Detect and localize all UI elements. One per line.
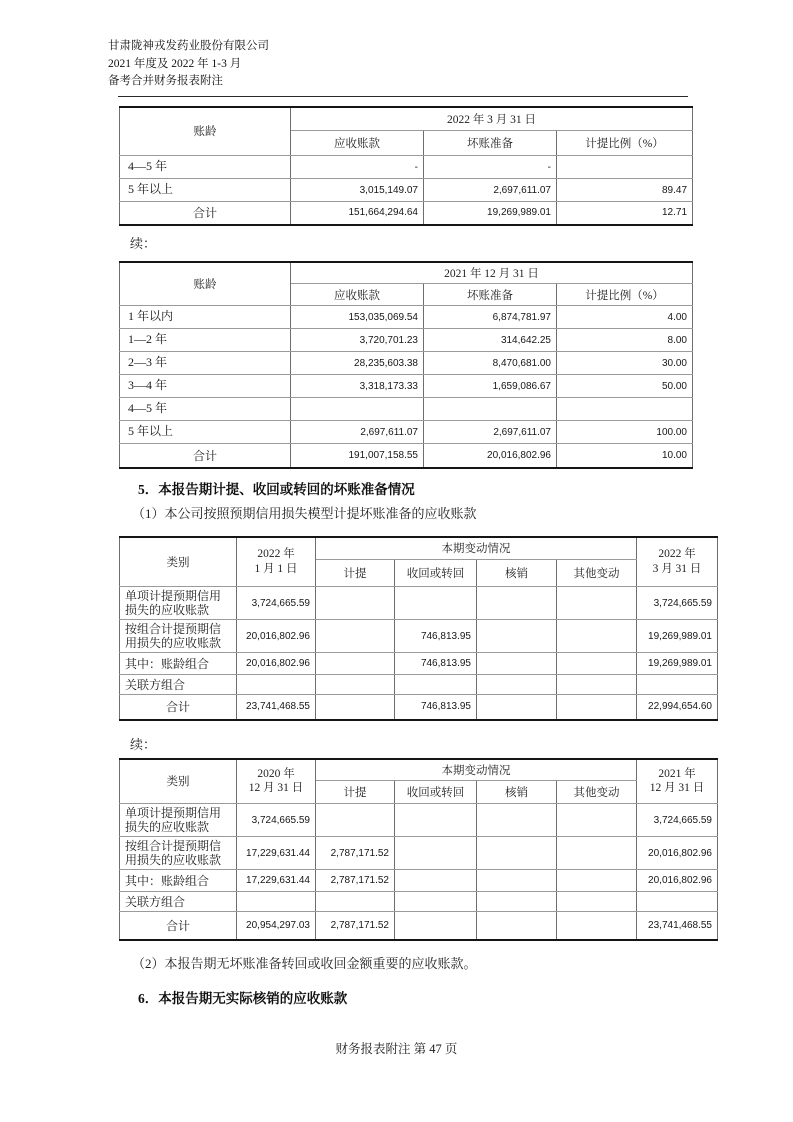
provision-table-2022 bbox=[119, 536, 718, 721]
table-row bbox=[120, 329, 693, 352]
table-cell: 4.00 bbox=[557, 306, 693, 329]
col-header-recover-reverse: 收回或转回 bbox=[395, 781, 477, 804]
table-cell: 3,724,665.59 bbox=[237, 587, 316, 620]
table-cell: 2,697,611.07 bbox=[424, 421, 557, 444]
report-period: 2021 年度及 2022 年 1-3 月 bbox=[108, 57, 242, 70]
row-label: 4—5 年 bbox=[120, 156, 291, 179]
row-label: 2—3 年 bbox=[120, 352, 291, 375]
table-cell: 89.47 bbox=[557, 179, 693, 202]
table-cell: 10.00 bbox=[557, 444, 693, 468]
col-header-recover-reverse: 收回或转回 bbox=[395, 560, 477, 587]
table-row bbox=[120, 675, 718, 695]
row-label: 单项计提预期信用损失的应收账款 bbox=[120, 587, 237, 620]
col-header-end-date bbox=[637, 759, 718, 804]
date-line: 3 月 31 日 bbox=[652, 562, 702, 575]
table-cell: 20,954,297.03 bbox=[237, 912, 316, 940]
table-row bbox=[120, 759, 718, 781]
table-cell bbox=[557, 870, 637, 892]
row-label: 5 年以上 bbox=[120, 421, 291, 444]
table-cell bbox=[477, 892, 557, 912]
table-cell bbox=[557, 156, 693, 179]
table-cell: 3,318,173.33 bbox=[291, 375, 424, 398]
table-row bbox=[120, 653, 718, 675]
table-cell: 20,016,802.96 bbox=[237, 653, 316, 675]
period-header: 2022 年 3 月 31 日 bbox=[291, 107, 693, 131]
table-cell: 20,016,802.96 bbox=[637, 870, 718, 892]
table-cell bbox=[637, 892, 718, 912]
table-row bbox=[120, 179, 693, 202]
col-header-bad-debt: 坏账准备 bbox=[424, 284, 557, 306]
doc-header bbox=[108, 38, 793, 91]
table-cell: 100.00 bbox=[557, 421, 693, 444]
total-label: 合计 bbox=[120, 444, 291, 468]
date-line: 1 月 1 日 bbox=[254, 562, 298, 575]
table-cell: 19,269,989.01 bbox=[637, 620, 718, 653]
period-header: 2021 年 12 月 31 日 bbox=[291, 262, 693, 284]
table-cell: 2,787,171.52 bbox=[316, 837, 395, 870]
table-cell bbox=[395, 804, 477, 837]
row-label: 1 年以内 bbox=[120, 306, 291, 329]
date-line: 2022 年 bbox=[658, 548, 696, 561]
table-row bbox=[120, 398, 693, 421]
table-cell bbox=[477, 653, 557, 675]
table-cell: 20,016,802.96 bbox=[237, 620, 316, 653]
table-cell: 2,697,611.07 bbox=[291, 421, 424, 444]
table-row bbox=[120, 352, 693, 375]
table-cell bbox=[395, 587, 477, 620]
row-label: 关联方组合 bbox=[120, 892, 237, 912]
table-cell: 23,741,468.55 bbox=[637, 912, 718, 940]
item-1-paragraph: （1）本公司按照预期信用损失模型计提坏账准备的应收账款 bbox=[132, 505, 477, 521]
table-cell: - bbox=[291, 156, 424, 179]
item-2-paragraph: （2）本报告期无坏账准备转回或收回金额重要的应收账款。 bbox=[132, 955, 477, 971]
table-row bbox=[120, 620, 718, 653]
col-header-aging: 账龄 bbox=[120, 262, 291, 306]
table-cell bbox=[395, 837, 477, 870]
table-cell bbox=[477, 837, 557, 870]
table-cell: 23,741,468.55 bbox=[237, 695, 316, 720]
table-cell bbox=[395, 892, 477, 912]
table-cell: 3,720,701.23 bbox=[291, 329, 424, 352]
col-header-receivables: 应收账款 bbox=[291, 131, 424, 156]
date-line: 12 月 31 日 bbox=[649, 782, 705, 795]
table-row bbox=[120, 262, 693, 284]
col-header-end-date bbox=[637, 537, 718, 587]
table-cell bbox=[395, 912, 477, 940]
table-cell bbox=[477, 675, 557, 695]
table-cell: 8,470,681.00 bbox=[424, 352, 557, 375]
table-cell: 12.71 bbox=[557, 202, 693, 225]
total-label: 合计 bbox=[120, 202, 291, 225]
table-cell bbox=[557, 892, 637, 912]
table-cell bbox=[477, 804, 557, 837]
col-header-period-change: 本期变动情况 bbox=[316, 537, 637, 560]
table-row bbox=[120, 892, 718, 912]
header-rule bbox=[118, 96, 688, 97]
table-cell: 2,787,171.52 bbox=[316, 870, 395, 892]
table-cell: 2,787,171.52 bbox=[316, 912, 395, 940]
col-header-ratio: 计提比例（%） bbox=[557, 131, 693, 156]
table-cell: 17,229,631.44 bbox=[237, 870, 316, 892]
table-cell bbox=[291, 398, 424, 421]
row-label: 按组合计提预期信用损失的应收账款 bbox=[120, 837, 237, 870]
table-cell bbox=[557, 675, 637, 695]
aging-table-2021-12-31 bbox=[119, 261, 693, 469]
table-cell bbox=[316, 587, 395, 620]
table-row bbox=[120, 804, 718, 837]
provision-table-2021 bbox=[119, 758, 718, 941]
table-cell bbox=[477, 912, 557, 940]
section-6-heading: 6．本报告期无实际核销的应收账款 bbox=[138, 990, 348, 1006]
table-row bbox=[120, 587, 718, 620]
col-header-begin-date bbox=[237, 537, 316, 587]
table-cell bbox=[557, 837, 637, 870]
table-cell: 19,269,989.01 bbox=[424, 202, 557, 225]
col-header-category: 类别 bbox=[120, 759, 237, 804]
col-header-write-off: 核销 bbox=[477, 781, 557, 804]
continued-label: 续： bbox=[130, 736, 157, 752]
row-label: 单项计提预期信用损失的应收账款 bbox=[120, 804, 237, 837]
table-cell: 746,813.95 bbox=[395, 620, 477, 653]
table-cell bbox=[316, 892, 395, 912]
table-cell: 8.00 bbox=[557, 329, 693, 352]
total-row bbox=[120, 695, 718, 720]
total-row bbox=[120, 444, 693, 468]
table-row bbox=[120, 837, 718, 870]
aging-table-2022-03-31 bbox=[119, 106, 693, 226]
table-cell bbox=[477, 620, 557, 653]
page-footer: 财务报表附注 第 47 页 bbox=[335, 1041, 458, 1056]
table-cell: 50.00 bbox=[557, 375, 693, 398]
row-label: 关联方组合 bbox=[120, 675, 237, 695]
table-cell bbox=[424, 398, 557, 421]
table-cell bbox=[316, 653, 395, 675]
table-row bbox=[120, 870, 718, 892]
table-cell: 3,724,665.59 bbox=[237, 804, 316, 837]
table-cell: 1,659,086.67 bbox=[424, 375, 557, 398]
row-label: 3—4 年 bbox=[120, 375, 291, 398]
col-header-accrual: 计提 bbox=[316, 560, 395, 587]
table-cell: 22,994,654.60 bbox=[637, 695, 718, 720]
table-cell: 151,664,294.64 bbox=[291, 202, 424, 225]
continued-label: 续： bbox=[130, 235, 157, 251]
col-header-other-change: 其他变动 bbox=[557, 560, 637, 587]
col-header-write-off: 核销 bbox=[477, 560, 557, 587]
col-header-category: 类别 bbox=[120, 537, 237, 587]
table-row bbox=[120, 537, 718, 560]
row-label: 其中：账龄组合 bbox=[120, 870, 237, 892]
table-cell: 2,697,611.07 bbox=[424, 179, 557, 202]
table-cell: - bbox=[424, 156, 557, 179]
section-5-heading: 5．本报告期计提、收回或转回的坏账准备情况 bbox=[138, 481, 415, 497]
row-label: 4—5 年 bbox=[120, 398, 291, 421]
col-header-receivables: 应收账款 bbox=[291, 284, 424, 306]
col-header-other-change: 其他变动 bbox=[557, 781, 637, 804]
table-cell: 191,007,158.55 bbox=[291, 444, 424, 468]
table-cell: 19,269,989.01 bbox=[637, 653, 718, 675]
table-cell bbox=[557, 804, 637, 837]
table-cell bbox=[557, 912, 637, 940]
date-line: 12 月 31 日 bbox=[248, 782, 304, 795]
table-cell bbox=[477, 870, 557, 892]
table-cell bbox=[477, 587, 557, 620]
table-cell bbox=[557, 695, 637, 720]
table-cell bbox=[557, 587, 637, 620]
total-label: 合计 bbox=[120, 695, 237, 720]
table-row bbox=[120, 107, 693, 131]
table-cell bbox=[237, 892, 316, 912]
row-label: 其中：账龄组合 bbox=[120, 653, 237, 675]
table-cell: 28,235,603.38 bbox=[291, 352, 424, 375]
table-row bbox=[120, 421, 693, 444]
col-header-period-change: 本期变动情况 bbox=[316, 759, 637, 781]
table-cell bbox=[237, 675, 316, 695]
col-header-begin-date bbox=[237, 759, 316, 804]
col-header-accrual: 计提 bbox=[316, 781, 395, 804]
date-line: 2021 年 bbox=[658, 767, 696, 780]
table-cell bbox=[637, 675, 718, 695]
col-header-bad-debt: 坏账准备 bbox=[424, 131, 557, 156]
table-cell bbox=[316, 620, 395, 653]
table-cell bbox=[395, 675, 477, 695]
table-cell: 746,813.95 bbox=[395, 653, 477, 675]
total-row bbox=[120, 202, 693, 225]
total-label: 合计 bbox=[120, 912, 237, 940]
table-cell bbox=[557, 653, 637, 675]
table-row bbox=[120, 156, 693, 179]
row-label: 按组合计提预期信用损失的应收账款 bbox=[120, 620, 237, 653]
row-label: 1—2 年 bbox=[120, 329, 291, 352]
table-cell: 153,035,069.54 bbox=[291, 306, 424, 329]
table-cell bbox=[395, 870, 477, 892]
company-name: 甘肃陇神戎发药业股份有限公司 bbox=[108, 40, 269, 52]
table-cell bbox=[557, 620, 637, 653]
col-header-ratio: 计提比例（%） bbox=[557, 284, 693, 306]
table-cell: 314,642.25 bbox=[424, 329, 557, 352]
report-title: 备考合并财务报表附注 bbox=[108, 75, 223, 87]
date-line: 2022 年 bbox=[257, 548, 295, 561]
table-cell bbox=[316, 675, 395, 695]
table-cell bbox=[316, 695, 395, 720]
col-header-aging: 账龄 bbox=[120, 107, 291, 156]
table-cell bbox=[557, 398, 693, 421]
table-cell: 746,813.95 bbox=[395, 695, 477, 720]
table-cell: 30.00 bbox=[557, 352, 693, 375]
total-row bbox=[120, 912, 718, 940]
table-cell: 17,229,631.44 bbox=[237, 837, 316, 870]
table-row bbox=[120, 375, 693, 398]
table-cell: 20,016,802.96 bbox=[637, 837, 718, 870]
date-line: 2020 年 bbox=[257, 767, 295, 780]
table-cell: 3,724,665.59 bbox=[637, 587, 718, 620]
row-label: 5 年以上 bbox=[120, 179, 291, 202]
table-cell: 3,724,665.59 bbox=[637, 804, 718, 837]
table-cell: 6,874,781.97 bbox=[424, 306, 557, 329]
table-cell: 20,016,802.96 bbox=[424, 444, 557, 468]
table-row bbox=[120, 306, 693, 329]
table-cell: 3,015,149.07 bbox=[291, 179, 424, 202]
table-cell bbox=[316, 804, 395, 837]
table-cell bbox=[477, 695, 557, 720]
